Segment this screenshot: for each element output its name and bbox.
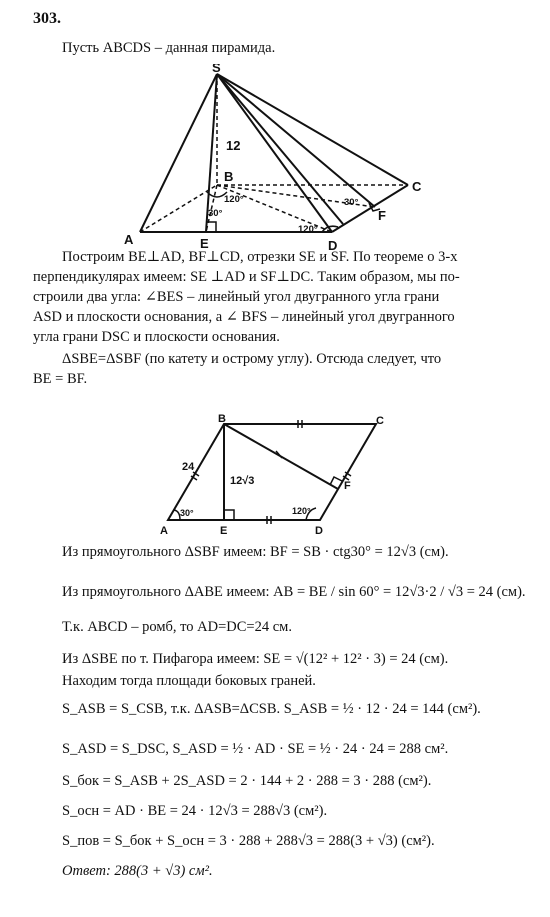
edge-sf	[217, 74, 375, 207]
angle-b-30: 30°	[208, 208, 223, 219]
line-s-osn: S_осн = AD · BE = 24 · 12√3 = 288√3 (см²).	[62, 803, 328, 819]
label-a: A	[124, 232, 134, 247]
label-d2: D	[315, 525, 323, 537]
problem-number: 303.	[33, 10, 61, 27]
para2-line-1: ΔSBE=ΔSBF (по катету и острому углу). Отсюда следует, что	[62, 351, 442, 367]
angle-d-120: 120°	[298, 224, 318, 235]
angle-d-120-2: 120°	[292, 506, 311, 516]
line-bf: Из прямоугольного ΔSBF имеем: BF = SB · ctg30° = 12√3 (см).	[62, 544, 449, 560]
edge-sc	[217, 74, 408, 185]
right-angle-e2	[224, 510, 234, 520]
line-s-asb: S_ASB = S_CSB, т.к. ΔASB=ΔCSB. S_ASB = ½ · 12 · 24 = 144 (см²).	[62, 701, 481, 717]
label-d: D	[328, 238, 338, 253]
rhombus-abcd	[168, 424, 376, 520]
label-f: F	[378, 208, 386, 223]
edge-sd	[217, 74, 332, 232]
para1-line-4: ASD и плоскости основания, а ∠ BFS – линейный угол двугранного	[33, 309, 455, 325]
para1-line-3: строили два угла: ∠BES – линейный угол двугранного угла грани	[33, 289, 440, 305]
para1-line-2: перпендикулярах имеем: SE ⊥AD и SF⊥DC. Таким образом, мы по-	[33, 269, 460, 285]
para1-line-5: угла грани DSC и плоскости основания.	[33, 329, 280, 345]
label-e: E	[200, 236, 209, 251]
line-ab: Из прямоугольного ΔABE имеем: AB = BE / sin 60° = 12√3·2 / √3 = 24 (см).	[62, 584, 526, 600]
label-side-24: 24	[182, 461, 195, 473]
label-height: 12	[226, 138, 241, 153]
angle-b-120: 120°	[224, 194, 244, 205]
para2-line-2: BE = BF.	[33, 371, 88, 387]
rhombus-figure	[160, 414, 390, 539]
answer-line: Ответ: 288(3 + √3) см².	[62, 863, 213, 879]
label-b2: B	[218, 414, 226, 425]
label-f2: F	[344, 480, 351, 492]
line-se: Из ΔSBE по т. Пифагора имеем: SE = √(12² + 12² · 3) = 24 (см).	[62, 651, 449, 667]
line-rhombus: Т.к. ABCD – ромб, то AD=DC=24 см.	[62, 619, 292, 635]
label-s: S	[212, 64, 221, 75]
angle-a-30: 30°	[180, 508, 194, 518]
label-a2: A	[160, 525, 168, 537]
angle-f-30: 30°	[344, 197, 359, 208]
pyramid-figure	[110, 64, 430, 254]
label-height-2: 12√3	[230, 475, 255, 487]
line-s-bok: S_бок = S_ASB + 2S_ASD = 2 · 144 + 2 · 288 = 3 · 288 (см²).	[62, 773, 432, 789]
line-s-pov: S_пов = S_бок + S_осн = 3 · 288 + 288√3 = 288(3 + √3) (см²).	[62, 833, 435, 849]
label-c2: C	[376, 415, 384, 427]
intro-text: Пусть ABCDS – данная пирамида.	[62, 40, 276, 56]
line-s-asd: S_ASD = S_DSC, S_ASD = ½ · AD · SE = ½ · 24 · 24 = 288 см².	[62, 741, 449, 757]
para1-line-1: Построим BE⊥AD, BF⊥CD, отрезки SE и SF. По теореме о 3-х	[62, 249, 458, 265]
line-find: Находим тогда площади боковых граней.	[62, 673, 316, 689]
label-b: B	[224, 169, 234, 184]
edge-dc	[332, 185, 408, 232]
label-e2: E	[220, 525, 228, 537]
label-c: C	[412, 179, 422, 194]
